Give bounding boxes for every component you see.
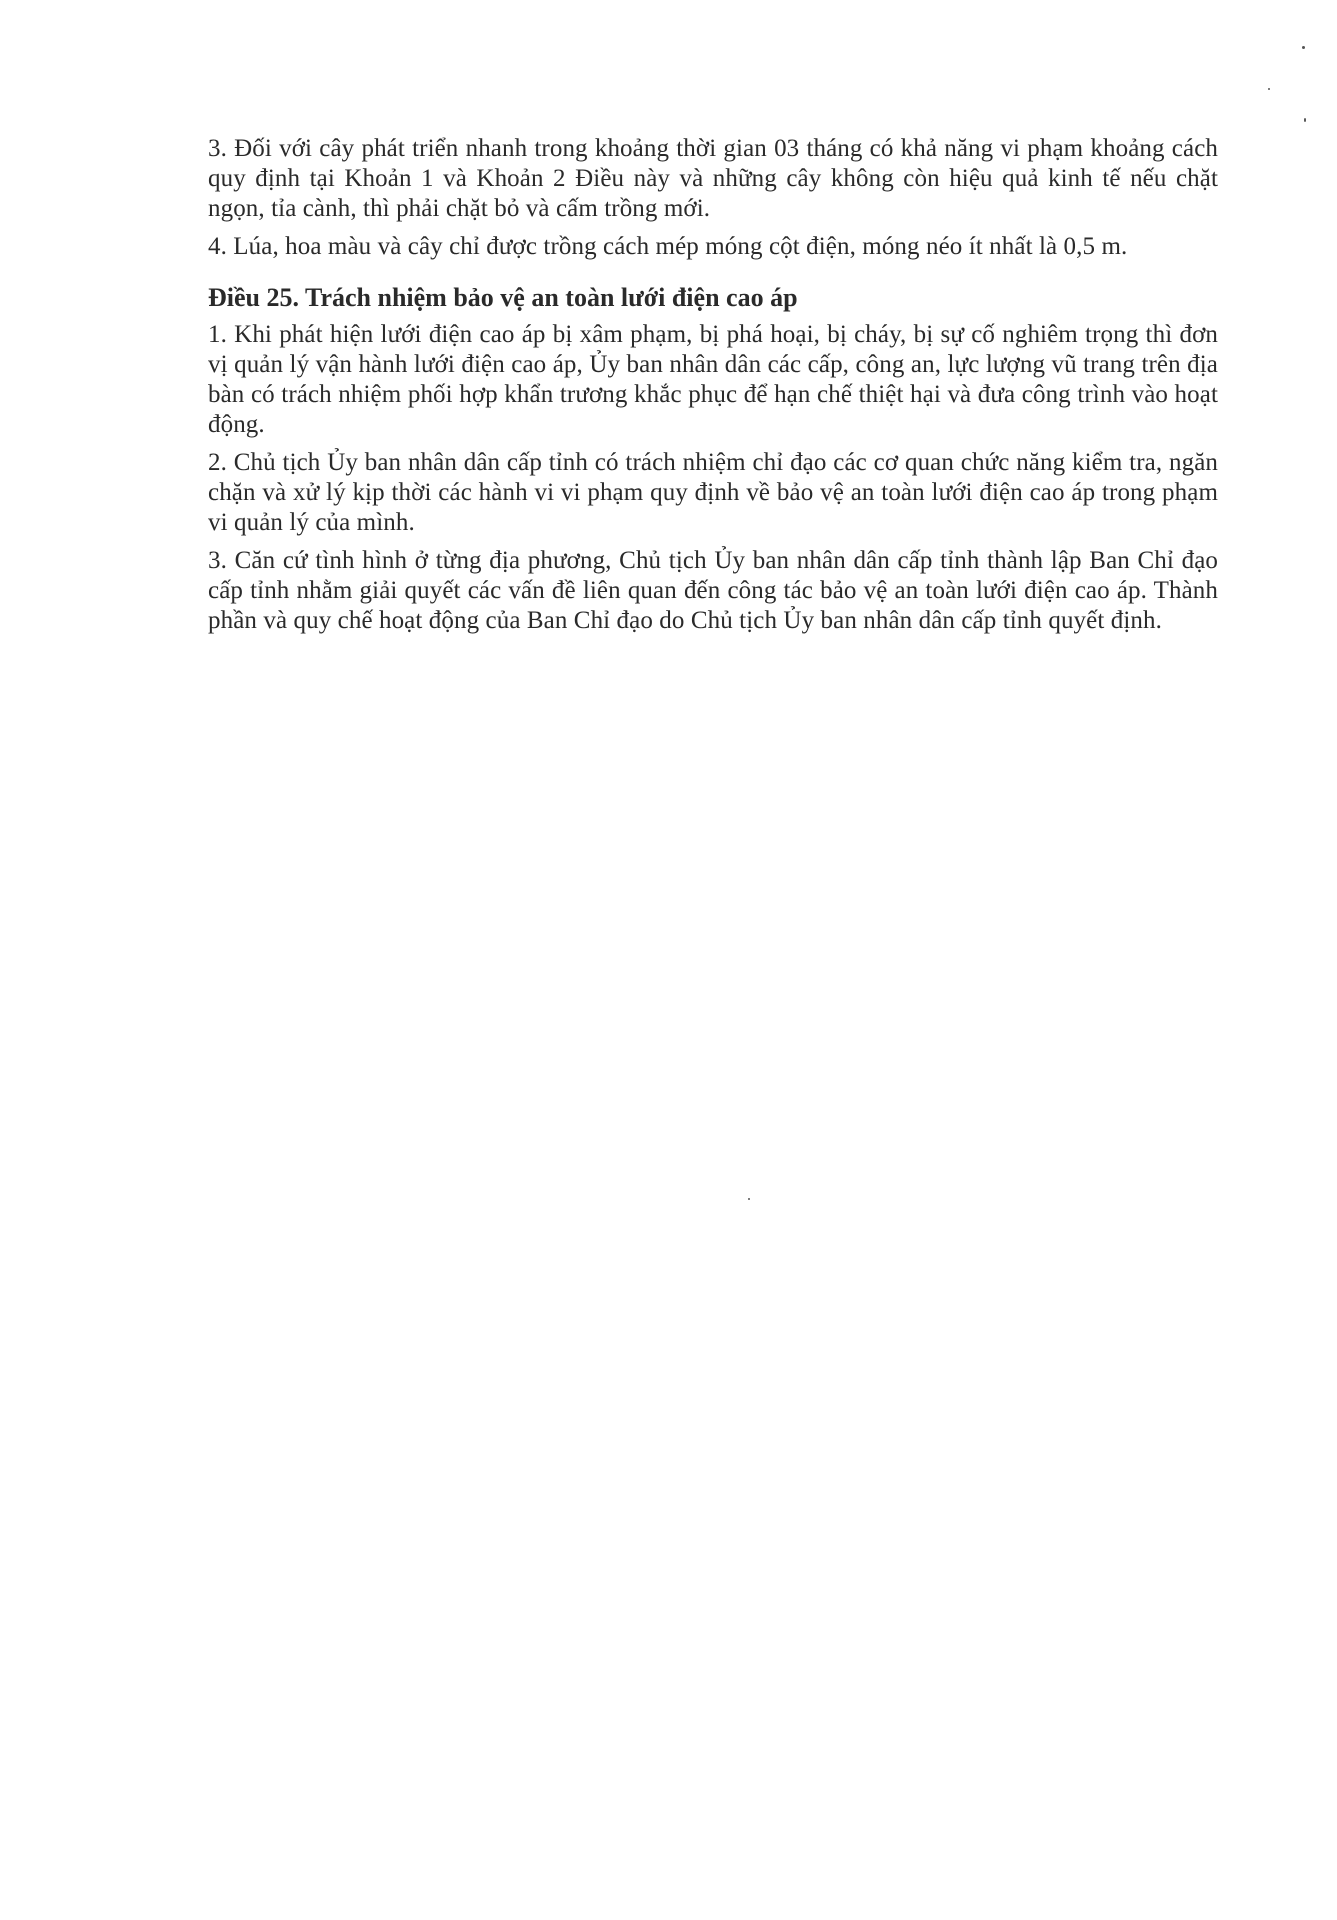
- paragraph-article-25-clause-3: 3. Căn cứ tình hình ở từng địa phương, Chủ tịch Ủy ban nhân dân cấp tỉnh thành lập Ban Chỉ đạo cấp tỉnh nhằm giải quyết các vấn đề liên quan đến công tác bảo vệ an toàn lưới điện cao áp. Thành phần và quy chế hoạt động của Ban Chỉ đạo do Chủ tịch Ủy ban nhân dân cấp tỉnh quyết định.: [208, 547, 1218, 634]
- paragraph-article-25-clause-1: 1. Khi phát hiện lưới điện cao áp bị xâm phạm, bị phá hoại, bị cháy, bị sự cố nghiêm trọng thì đơn vị quản lý vận hành lưới điện cao áp, Ủy ban nhân dân các cấp, công an, lực lượng vũ trang trên địa bàn có trách nhiệm phối hợp khẩn trương khắc phục để hạn chế thiệt hại và đưa công trình vào hoạt động.: [208, 321, 1218, 438]
- document-body: [208, 134, 1218, 644]
- scan-speck: [1268, 88, 1270, 90]
- scan-speck: [748, 1198, 750, 1200]
- paragraph-article-25-clause-2: 2. Chủ tịch Ủy ban nhân dân cấp tỉnh có trách nhiệm chỉ đạo các cơ quan chức năng kiểm tra, ngăn chặn và xử lý kịp thời các hành vi vi phạm quy định về bảo vệ an toàn lưới điện cao áp trong phạm vi quản lý của mình.: [208, 449, 1218, 536]
- scan-speck: [1302, 46, 1305, 49]
- paragraph-clause-3: 3. Đối với cây phát triển nhanh trong khoảng thời gian 03 tháng có khả năng vi phạm khoảng cách quy định tại Khoản 1 và Khoản 2 Điều này và những cây không còn hiệu quả kinh tế nếu chặt ngọn, tỉa cành, thì phải chặt bỏ và cấm trồng mới.: [208, 135, 1218, 222]
- article-heading: Điều 25. Trách nhiệm bảo vệ an toàn lưới điện cao áp: [208, 283, 798, 312]
- paragraph-clause-4: 4. Lúa, hoa màu và cây chỉ được trồng cách mép móng cột điện, móng néo ít nhất là 0,5 m.: [208, 233, 1128, 260]
- scan-speck: [1304, 118, 1306, 122]
